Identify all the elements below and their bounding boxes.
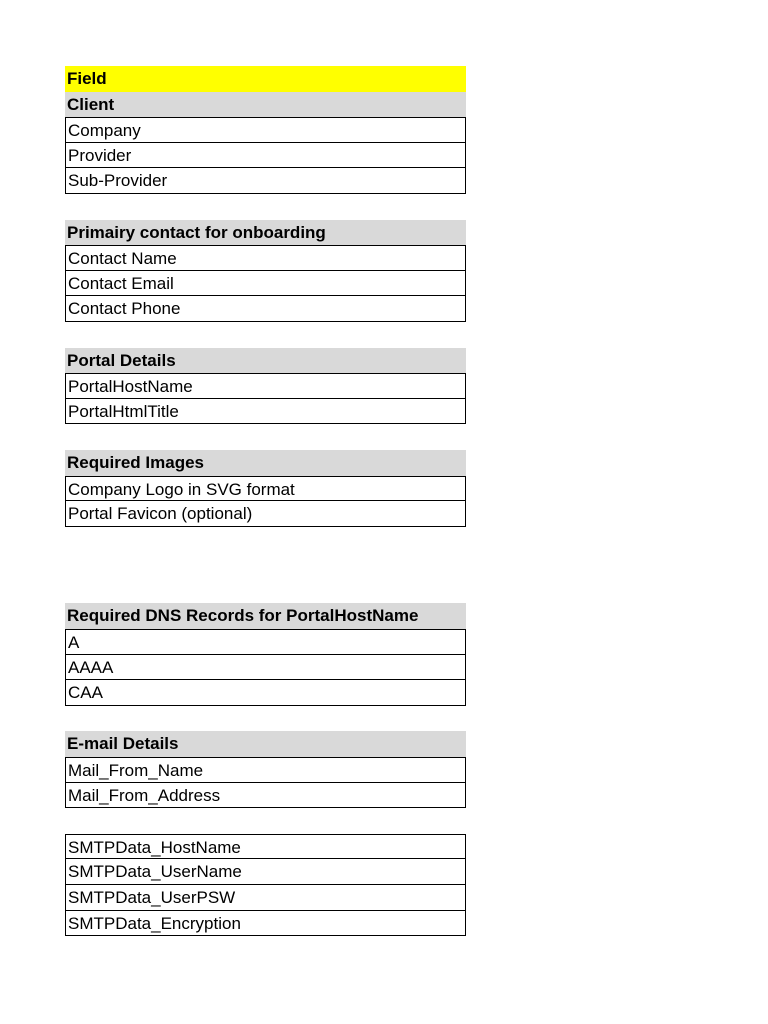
empty-row[interactable] xyxy=(65,424,466,450)
smtp-username-cell[interactable]: SMTPData_UserName xyxy=(65,859,466,885)
empty-row[interactable] xyxy=(65,706,466,732)
company-cell[interactable]: Company xyxy=(65,117,466,143)
sub-provider-cell[interactable]: Sub-Provider xyxy=(65,168,466,194)
empty-rows[interactable] xyxy=(65,527,466,604)
dns-a-cell[interactable]: A xyxy=(65,629,466,655)
dns-records-section xyxy=(65,603,466,705)
contact-phone-cell[interactable]: Contact Phone xyxy=(65,296,466,322)
empty-row[interactable] xyxy=(65,194,466,220)
smtp-userpsw-cell[interactable]: SMTPData_UserPSW xyxy=(65,885,466,911)
portal-details-header-cell[interactable]: Portal Details xyxy=(65,348,466,374)
email-details-section xyxy=(65,731,466,808)
contact-email-cell[interactable]: Contact Email xyxy=(65,271,466,297)
smtp-encryption-cell[interactable]: SMTPData_Encryption xyxy=(65,911,466,937)
portal-favicon-cell[interactable]: Portal Favicon (optional) xyxy=(65,501,466,527)
dns-aaaa-cell[interactable]: AAAA xyxy=(65,655,466,681)
spreadsheet xyxy=(65,66,466,936)
required-images-header-cell[interactable]: Required Images xyxy=(65,450,466,476)
mail-from-address-cell[interactable]: Mail_From_Address xyxy=(65,783,466,809)
client-header-cell[interactable]: Client xyxy=(65,92,466,118)
required-images-section xyxy=(65,450,466,527)
dns-caa-cell[interactable]: CAA xyxy=(65,680,466,706)
smtp-hostname-cell[interactable]: SMTPData_HostName xyxy=(65,834,466,860)
email-details-header-cell[interactable]: E-mail Details xyxy=(65,731,466,757)
portal-hostname-cell[interactable]: PortalHostName xyxy=(65,373,466,399)
client-section xyxy=(65,66,466,194)
field-header-cell[interactable]: Field xyxy=(65,66,466,92)
portal-html-title-cell[interactable]: PortalHtmlTitle xyxy=(65,399,466,425)
portal-details-section xyxy=(65,348,466,425)
smtp-section xyxy=(65,834,466,936)
provider-cell[interactable]: Provider xyxy=(65,143,466,169)
mail-from-name-cell[interactable]: Mail_From_Name xyxy=(65,757,466,783)
empty-row[interactable] xyxy=(65,322,466,348)
contact-name-cell[interactable]: Contact Name xyxy=(65,245,466,271)
company-logo-cell[interactable]: Company Logo in SVG format xyxy=(65,476,466,502)
primary-contact-section xyxy=(65,220,466,322)
empty-row[interactable] xyxy=(65,808,466,834)
primary-contact-header-cell[interactable]: Primairy contact for onboarding xyxy=(65,220,466,246)
dns-records-header-cell[interactable]: Required DNS Records for PortalHostName xyxy=(65,603,466,629)
